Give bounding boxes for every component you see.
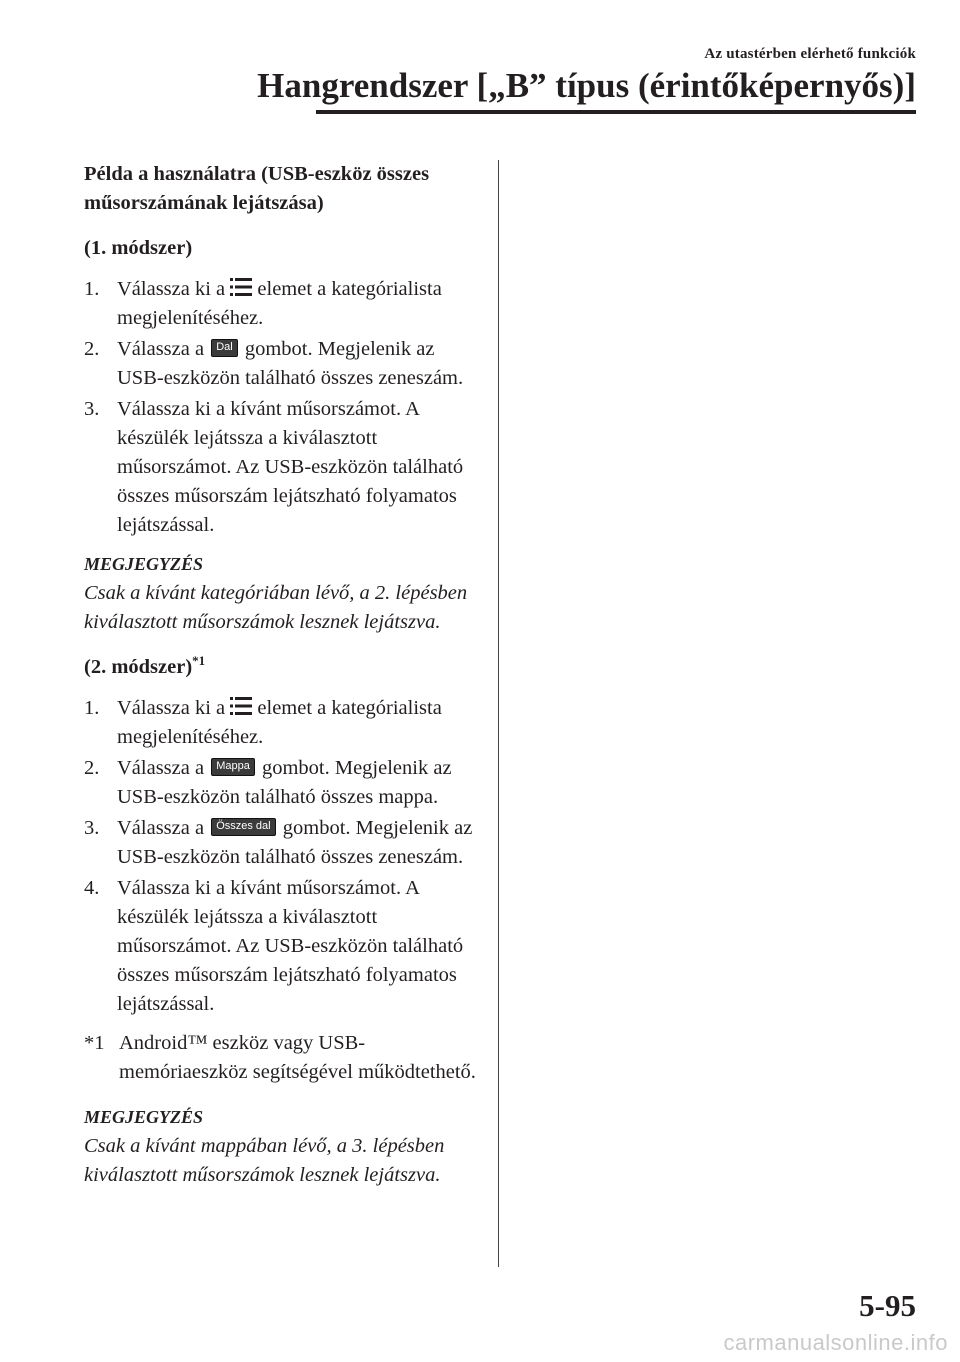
step-text: gombot. Megjelenik az USB-eszközön található összes zeneszám. (117, 817, 473, 868)
step-number: 1. (84, 278, 100, 300)
list-icon (230, 696, 252, 716)
method1-heading: (1. módszer) (84, 237, 193, 259)
list-icon (230, 277, 252, 297)
step-text: Válassza a (117, 757, 205, 779)
list-item (84, 694, 484, 752)
step-number: 3. (84, 398, 100, 420)
watermark: carmanualsonline.info (723, 1330, 948, 1355)
step-text: Válassza a (117, 338, 205, 360)
footnote-mark: *1 (84, 1032, 105, 1054)
method2-steps (84, 694, 484, 1019)
page-title: Hangrendszer [„B” típus (érintőképernyős)] (257, 66, 916, 105)
footnote-text: Android™ eszköz vagy USB-memóriaeszköz segítségével működtethető. (119, 1032, 476, 1083)
osszes-dal-button[interactable]: Összes dal (211, 818, 275, 836)
method1-steps (84, 275, 484, 540)
step-text: Válassza ki a (117, 697, 226, 719)
footnote-ref: *1 (192, 653, 206, 669)
step-number: 1. (84, 697, 100, 719)
step-text: Válassza ki a kívánt műsorszámot. A készülék lejátssza a kiválasztott műsorszámot. Az USB-eszközön található összes műsorszám lejátszható folyamatos lejátszással. (117, 398, 464, 536)
note-title: MEGJEGYZÉS (84, 554, 204, 574)
list-item (84, 395, 484, 540)
running-header-kicker: Az utastérben elérhető funkciók (704, 46, 916, 62)
note-block (84, 550, 484, 637)
list-item (84, 874, 484, 1019)
step-text: gombot. Megjelenik az USB-eszközön található összes mappa. (117, 757, 452, 808)
method2-heading-text: (2. módszer) (84, 656, 193, 678)
step-number: 4. (84, 877, 100, 899)
step-number: 2. (84, 757, 100, 779)
step-text: elemet a kategórialista megjelenítéséhez. (117, 278, 442, 329)
footnote (84, 1029, 484, 1087)
section-heading: Példa a használatra (USB-eszköz összes műsorszámának lejátszása) (84, 163, 430, 214)
dal-button[interactable]: Dal (211, 339, 238, 357)
step-text: gombot. Megjelenik az USB-eszközön található összes zeneszám. (117, 338, 464, 389)
step-text: Válassza a (117, 817, 205, 839)
mappa-button[interactable]: Mappa (211, 758, 255, 776)
title-rule (316, 110, 916, 114)
step-text: Válassza ki a kívánt műsorszámot. A készülék lejátssza a kiválasztott műsorszámot. Az USB-eszközön található összes műsorszám lejátszható folyamatos lejátszással. (117, 877, 464, 1015)
list-item (84, 754, 484, 812)
step-number: 2. (84, 338, 100, 360)
note-block (84, 1103, 484, 1190)
step-text: elemet a kategórialista megjelenítéséhez. (117, 697, 442, 748)
step-number: 3. (84, 817, 100, 839)
list-item (84, 275, 484, 333)
method2-heading (84, 653, 484, 682)
main-column (84, 160, 484, 1206)
list-item (84, 335, 484, 393)
page-number: 5-95 (859, 1288, 916, 1323)
note-text: Csak a kívánt mappában lévő, a 3. lépésben kiválasztott műsorszámok lesznek lejátszva. (84, 1135, 445, 1186)
list-item (84, 814, 484, 872)
step-text: Válassza ki a (117, 278, 226, 300)
note-text: Csak a kívánt kategóriában lévő, a 2. lépésben kiválasztott műsorszámok lesznek lejátszva. (84, 582, 468, 633)
column-divider (498, 160, 499, 1267)
note-title: MEGJEGYZÉS (84, 1107, 204, 1127)
